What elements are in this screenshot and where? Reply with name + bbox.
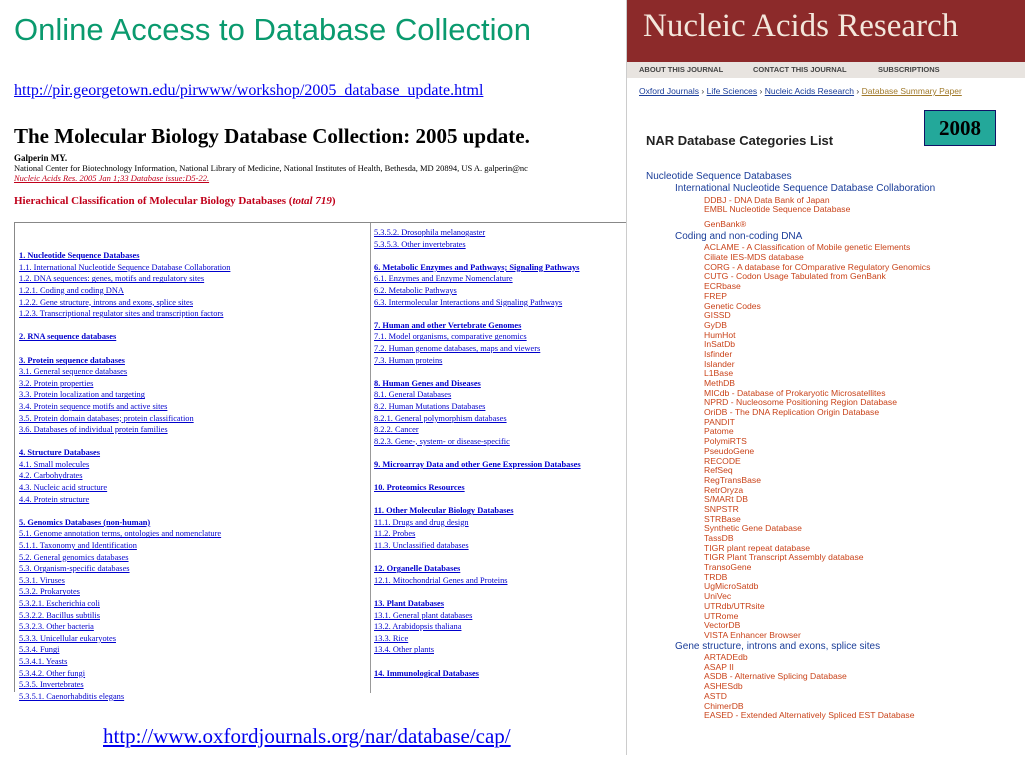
database-entry-link[interactable]: ASHESdb (704, 681, 743, 692)
subcategory-link[interactable]: 11.1. Drugs and drug design (374, 517, 469, 527)
subcategory-link[interactable]: 13.1. General plant databases (374, 610, 473, 620)
subcategory-link[interactable]: 8.2.3. Gene-, system- or disease-specific (374, 436, 510, 446)
url-link-top[interactable]: http://pir.georgetown.edu/pirwww/workshop/2005_database_update.html (14, 82, 484, 99)
nav-subscriptions[interactable]: SUBSCRIPTIONS (878, 65, 940, 74)
database-entry-link[interactable]: ASDB - Alternative Splicing Database (704, 671, 847, 682)
database-entry-link[interactable]: SNPSTR (704, 503, 739, 514)
url-link-bottom[interactable]: http://www.oxfordjournals.org/nar/database/cap/ (103, 724, 511, 748)
row-spacer (19, 436, 369, 448)
row-spacer (374, 250, 626, 262)
database-entry-link[interactable]: Patome (704, 426, 734, 437)
categories-list-title: NAR Database Categories List (646, 133, 834, 148)
article-citation-link[interactable]: Nucleic Acids Res. 2005 Jan 1;33 Database issue:D5-22. (14, 173, 210, 183)
category-link[interactable]: 4. Structure Databases (19, 448, 101, 458)
category-link[interactable]: 8. Human Genes and Diseases (374, 378, 481, 388)
nav-about[interactable]: ABOUT THIS JOURNAL (639, 65, 724, 74)
breadcrumb-oxford-journals[interactable]: Oxford Journals (639, 86, 699, 96)
subcategory-link[interactable]: 3.1. General sequence databases (19, 367, 128, 377)
subcategory-link[interactable]: 1.2. DNA sequences: genes, motifs and regulatory sites (19, 274, 205, 284)
heading-total: total 719 (292, 195, 332, 207)
categories-list (646, 170, 1016, 721)
database-entry-link[interactable]: DDBJ - DNA Data Bank of Japan (704, 194, 830, 205)
subcategory-link[interactable]: 5.2. General genomics databases (19, 552, 129, 562)
database-entry-link[interactable]: UniVec (704, 591, 732, 602)
subcategory-link[interactable]: 8.2.1. General polymorphism databases (374, 413, 507, 423)
database-entry-link[interactable]: GyDB (704, 319, 727, 330)
database-entry-link[interactable]: UTRdb/UTRsite (704, 600, 765, 611)
subcategory-link[interactable]: 4.2. Carbohydrates (19, 471, 83, 481)
database-entry-link[interactable]: TRDB (704, 571, 728, 582)
subcategory-link[interactable]: 5.3.2.3. Other bacteria (19, 622, 94, 632)
subcategory-link[interactable]: 5.3.2.2. Bacillus subtilis (19, 610, 100, 620)
subcategory-link[interactable]: 4.3. Nucleic acid structure (19, 483, 108, 493)
subcategory-link[interactable]: 5.3.5.2. Drosophila melanogaster (374, 228, 486, 237)
subcategory-link[interactable]: 3.4. Protein sequence motifs and active sites (19, 401, 168, 411)
subcategory-link[interactable]: 5.3.4. Fungi (19, 645, 60, 655)
subcategory-link[interactable]: 8.2.2. Cancer (374, 425, 419, 435)
category-link[interactable]: 10. Proteomics Resources (374, 483, 465, 493)
database-entry-link[interactable]: MICdb - Database of Prokaryotic Microsatellites (704, 387, 886, 398)
slide-title: Online Access to Database Collection (14, 12, 531, 47)
database-entry-link[interactable]: L1Base (704, 368, 734, 379)
breadcrumb-separator: › (856, 86, 860, 96)
subcategory-link[interactable]: 5.3. Organism-specific databases (19, 564, 130, 574)
nar-webpage-screenshot (626, 0, 1025, 755)
subcategory-link[interactable]: 5.3.2.1. Escherichia coli (19, 599, 100, 608)
row-spacer (374, 494, 626, 506)
category-link[interactable]: 5. Genomics Databases (non-human) (19, 517, 151, 527)
subcategory-link[interactable]: 11.3. Unclassified databases (374, 541, 469, 551)
subcategory-heading[interactable]: International Nucleotide Sequence Database Collaboration (675, 183, 936, 194)
database-entry-link[interactable]: UTRome (704, 610, 739, 621)
database-entry-link[interactable]: NPRD - Nucleosome Positioning Region Database (704, 397, 897, 408)
subcategory-link[interactable]: 13.2. Arabidopsis thaliana (374, 622, 462, 632)
subcategory-link[interactable]: 6.1. Enzymes and Enzyme Nomenclature (374, 274, 513, 284)
subcategory-link[interactable]: 3.5. Protein domain databases; protein classification (19, 413, 194, 423)
database-entry-link[interactable]: GISSD (704, 310, 731, 321)
nar-banner-title: Nucleic Acids Research (643, 8, 959, 44)
subcategory-link[interactable]: 8.1. General Databases (374, 390, 452, 400)
database-entry-link[interactable]: PolymiRTS (704, 436, 747, 447)
database-entry-link[interactable]: Isfinder (704, 348, 733, 359)
category-link[interactable]: 11. Other Molecular Biology Databases (374, 506, 514, 516)
subcategory-link[interactable]: 7.3. Human proteins (374, 355, 443, 365)
row-spacer (19, 320, 369, 332)
article-affiliation: National Center for Biotechnology Information, National Library of Medicine, National Institutes of Health, Bethesda, MD 20894, US A. galperin@nc (14, 163, 528, 173)
subcategory-link[interactable]: 5.1.1. Taxonomy and Identification (19, 541, 137, 551)
subcategory-link[interactable]: 1.2.3. Transcriptional regulator sites and transcription factors (19, 309, 224, 319)
article-title: The Molecular Biology Database Collection: 2005 update. (14, 124, 530, 148)
database-entry-link[interactable]: TransoGene (704, 562, 752, 573)
database-entry-link[interactable]: TIGR plant repeat database (704, 542, 811, 553)
subcategory-link[interactable]: 5.3.1. Viruses (19, 575, 65, 585)
row-spacer (374, 308, 626, 320)
database-entry-link[interactable]: Islander (704, 358, 735, 369)
database-entry-link[interactable]: EMBL Nucleotide Sequence Database (704, 204, 851, 215)
classification-table (14, 222, 626, 701)
nar-banner (627, 0, 1025, 62)
database-entry-link[interactable]: GenBank® (704, 218, 747, 229)
subcategory-link[interactable]: 3.2. Protein properties (19, 378, 94, 388)
database-entry-link[interactable]: PseudoGene (704, 445, 755, 456)
database-entry-link[interactable]: CORG - A database for COmparative Regulatory Genomics (704, 261, 931, 272)
subcategory-link[interactable]: 6.3. Intermolecular Interactions and Signaling Pathways (374, 297, 563, 307)
subcategory-link[interactable]: 5.3.3. Unicellular eukaryotes (19, 633, 116, 643)
database-entry-link[interactable]: STRBase (704, 513, 741, 524)
category-link[interactable]: 3. Protein sequence databases (19, 355, 125, 365)
database-entry-link[interactable]: ASAP II (704, 661, 734, 672)
row-spacer (19, 227, 369, 239)
row-spacer (374, 586, 626, 598)
database-entry-link[interactable]: S/MARt DB (704, 494, 748, 505)
row-spacer (374, 470, 626, 482)
breadcrumb-nar[interactable]: Nucleic Acids Research (764, 86, 855, 96)
database-entry-link[interactable]: OriDB - The DNA Replication Origin Database (704, 407, 880, 418)
category-link[interactable]: 12. Organelle Databases (374, 564, 461, 574)
subcategory-link[interactable]: 13.4. Other plants (374, 645, 435, 655)
database-collection-screenshot (14, 122, 626, 701)
classification-heading (14, 195, 336, 207)
category-link[interactable]: 6. Metabolic Enzymes and Pathways; Signaling Pathways (374, 262, 580, 272)
database-entry-link[interactable]: MethDB (704, 378, 736, 388)
database-entry-link[interactable]: ASTD (704, 690, 727, 701)
category-link[interactable]: 1. Nucleotide Sequence Databases (19, 251, 140, 261)
breadcrumb-separator: › (759, 86, 763, 96)
row-spacer (374, 366, 626, 378)
subcategory-link[interactable]: 5.1. Genome annotation terms, ontologies and nomenclature (19, 529, 222, 539)
category-link[interactable]: 14. Immunological Databases (374, 668, 479, 678)
database-entry-link[interactable]: RegTransBase (704, 474, 762, 485)
category-link[interactable]: 9. Microarray Data and other Gene Expression Databases (374, 459, 581, 469)
subcategory-link[interactable]: 4.1. Small molecules (19, 459, 90, 469)
database-entry-link[interactable]: ECRbase (704, 281, 741, 292)
subcategory-link[interactable]: 7.2. Human genome databases, maps and viewers (374, 343, 541, 353)
subcategory-link[interactable]: 12.1. Mitochondrial Genes and Proteins (374, 575, 508, 585)
classification-right-column (374, 227, 626, 679)
subcategory-link[interactable]: 5.3.4.1. Yeasts (19, 656, 68, 666)
database-entry-link[interactable]: FREP (704, 290, 727, 301)
row-spacer (19, 505, 369, 517)
row-spacer (374, 552, 626, 564)
subcategory-heading[interactable]: Coding and non-coding DNA (675, 230, 803, 242)
heading-prefix: Hierachical Classification of Molecular Biology Databases ( (14, 195, 293, 207)
classification-left-column (19, 227, 369, 702)
subcategory-link[interactable]: 4.4. Protein structure (19, 494, 90, 504)
database-entry-link[interactable]: Ciliate IES-MDS database (704, 252, 804, 263)
nav-contact[interactable]: CONTACT THIS JOURNAL (753, 65, 847, 74)
subcategory-link[interactable]: 5.3.2. Prokaryotes (19, 587, 80, 597)
database-entry-link[interactable]: ARTADEdb (704, 652, 748, 663)
subcategory-link[interactable]: 11.2. Probes (374, 529, 416, 539)
database-entry-link[interactable]: ACLAME - A Classification of Mobile genetic Elements (704, 242, 911, 253)
database-entry-link[interactable]: ChimerDB (704, 700, 744, 711)
nar-nav-bar (627, 62, 1025, 78)
subcategory-link[interactable]: 5.3.5.1. Caenorhabditis elegans (19, 691, 125, 701)
heading-suffix: ) (331, 195, 336, 207)
database-entry-link[interactable]: TIGR Plant Transcript Assembly database (704, 552, 864, 563)
subcategory-link[interactable]: 1.1. International Nucleotide Sequence Database Collaboration (19, 262, 231, 272)
subcategory-link[interactable]: 3.3. Protein localization and targeting (19, 390, 145, 400)
database-entry-link[interactable]: Genetic Codes (704, 300, 761, 311)
category-link[interactable]: 2. RNA sequence databases (19, 332, 117, 342)
database-entry-link[interactable]: Synthetic Gene Database (704, 523, 802, 534)
database-entry-link[interactable]: PANDIT (704, 416, 735, 427)
row-spacer (19, 343, 369, 355)
database-entry-link[interactable]: VISTA Enhancer Browser (704, 629, 801, 640)
database-entry-link[interactable]: InSatDb (704, 339, 736, 350)
row-spacer (374, 447, 626, 459)
database-entry-link[interactable]: TassDB (704, 533, 734, 543)
subcategory-link[interactable]: 5.3.4.2. Other fungi (19, 668, 86, 678)
database-entry-link[interactable]: VectorDB (704, 620, 741, 631)
subcategory-link[interactable]: 5.3.5. Invertebrates (19, 680, 84, 690)
year-badge: 2008 (924, 110, 996, 146)
category-heading[interactable]: Nucleotide Sequence Databases (646, 171, 792, 182)
breadcrumb-life-sciences[interactable]: Life Sciences (706, 86, 758, 96)
table-divider (370, 223, 371, 693)
row-spacer (374, 656, 626, 668)
subcategory-heading[interactable]: Gene structure, introns and exons, splice sites (675, 640, 881, 652)
row-spacer (19, 239, 369, 251)
subcategory-link[interactable]: 1.2.1. Coding and coding DNA (19, 285, 124, 295)
subcategory-link[interactable]: 13.3. Rice (374, 633, 409, 643)
subcategory-link[interactable]: 5.3.5.3. Other invertebrates (374, 239, 466, 249)
database-entry-link[interactable]: UgMicroSatdb (704, 581, 759, 592)
category-link[interactable]: 13. Plant Databases (374, 599, 445, 608)
breadcrumb-current[interactable]: Database Summary Paper (861, 86, 962, 96)
subcategory-link[interactable]: 1.2.2. Gene structure, introns and exons, splice sites (19, 297, 193, 307)
subcategory-link[interactable]: 6.2. Metabolic Pathways (374, 285, 457, 295)
subcategory-link[interactable]: 7.1. Model organisms, comparative genomics (374, 332, 527, 342)
article-author: Galperin MY. (14, 153, 68, 163)
database-entry-link[interactable]: EASED - Extended Alternatively Spliced EST Database (704, 710, 915, 721)
database-entry-link[interactable]: RetrOryza (704, 484, 744, 495)
database-entry-link[interactable]: RefSeq (704, 465, 733, 476)
breadcrumb-separator: › (701, 86, 705, 96)
subcategory-link[interactable]: 3.6. Databases of individual protein families (19, 425, 168, 435)
database-entry-link[interactable]: RECODE (704, 455, 741, 466)
breadcrumb (639, 86, 962, 96)
subcategory-link[interactable]: 8.2. Human Mutations Databases (374, 401, 486, 411)
database-entry-link[interactable]: HumHot (704, 329, 736, 340)
category-link[interactable]: 7. Human and other Vertebrate Genomes (374, 320, 522, 330)
database-entry-link[interactable]: CUTG - Codon Usage Tabulated from GenBank (704, 271, 886, 282)
